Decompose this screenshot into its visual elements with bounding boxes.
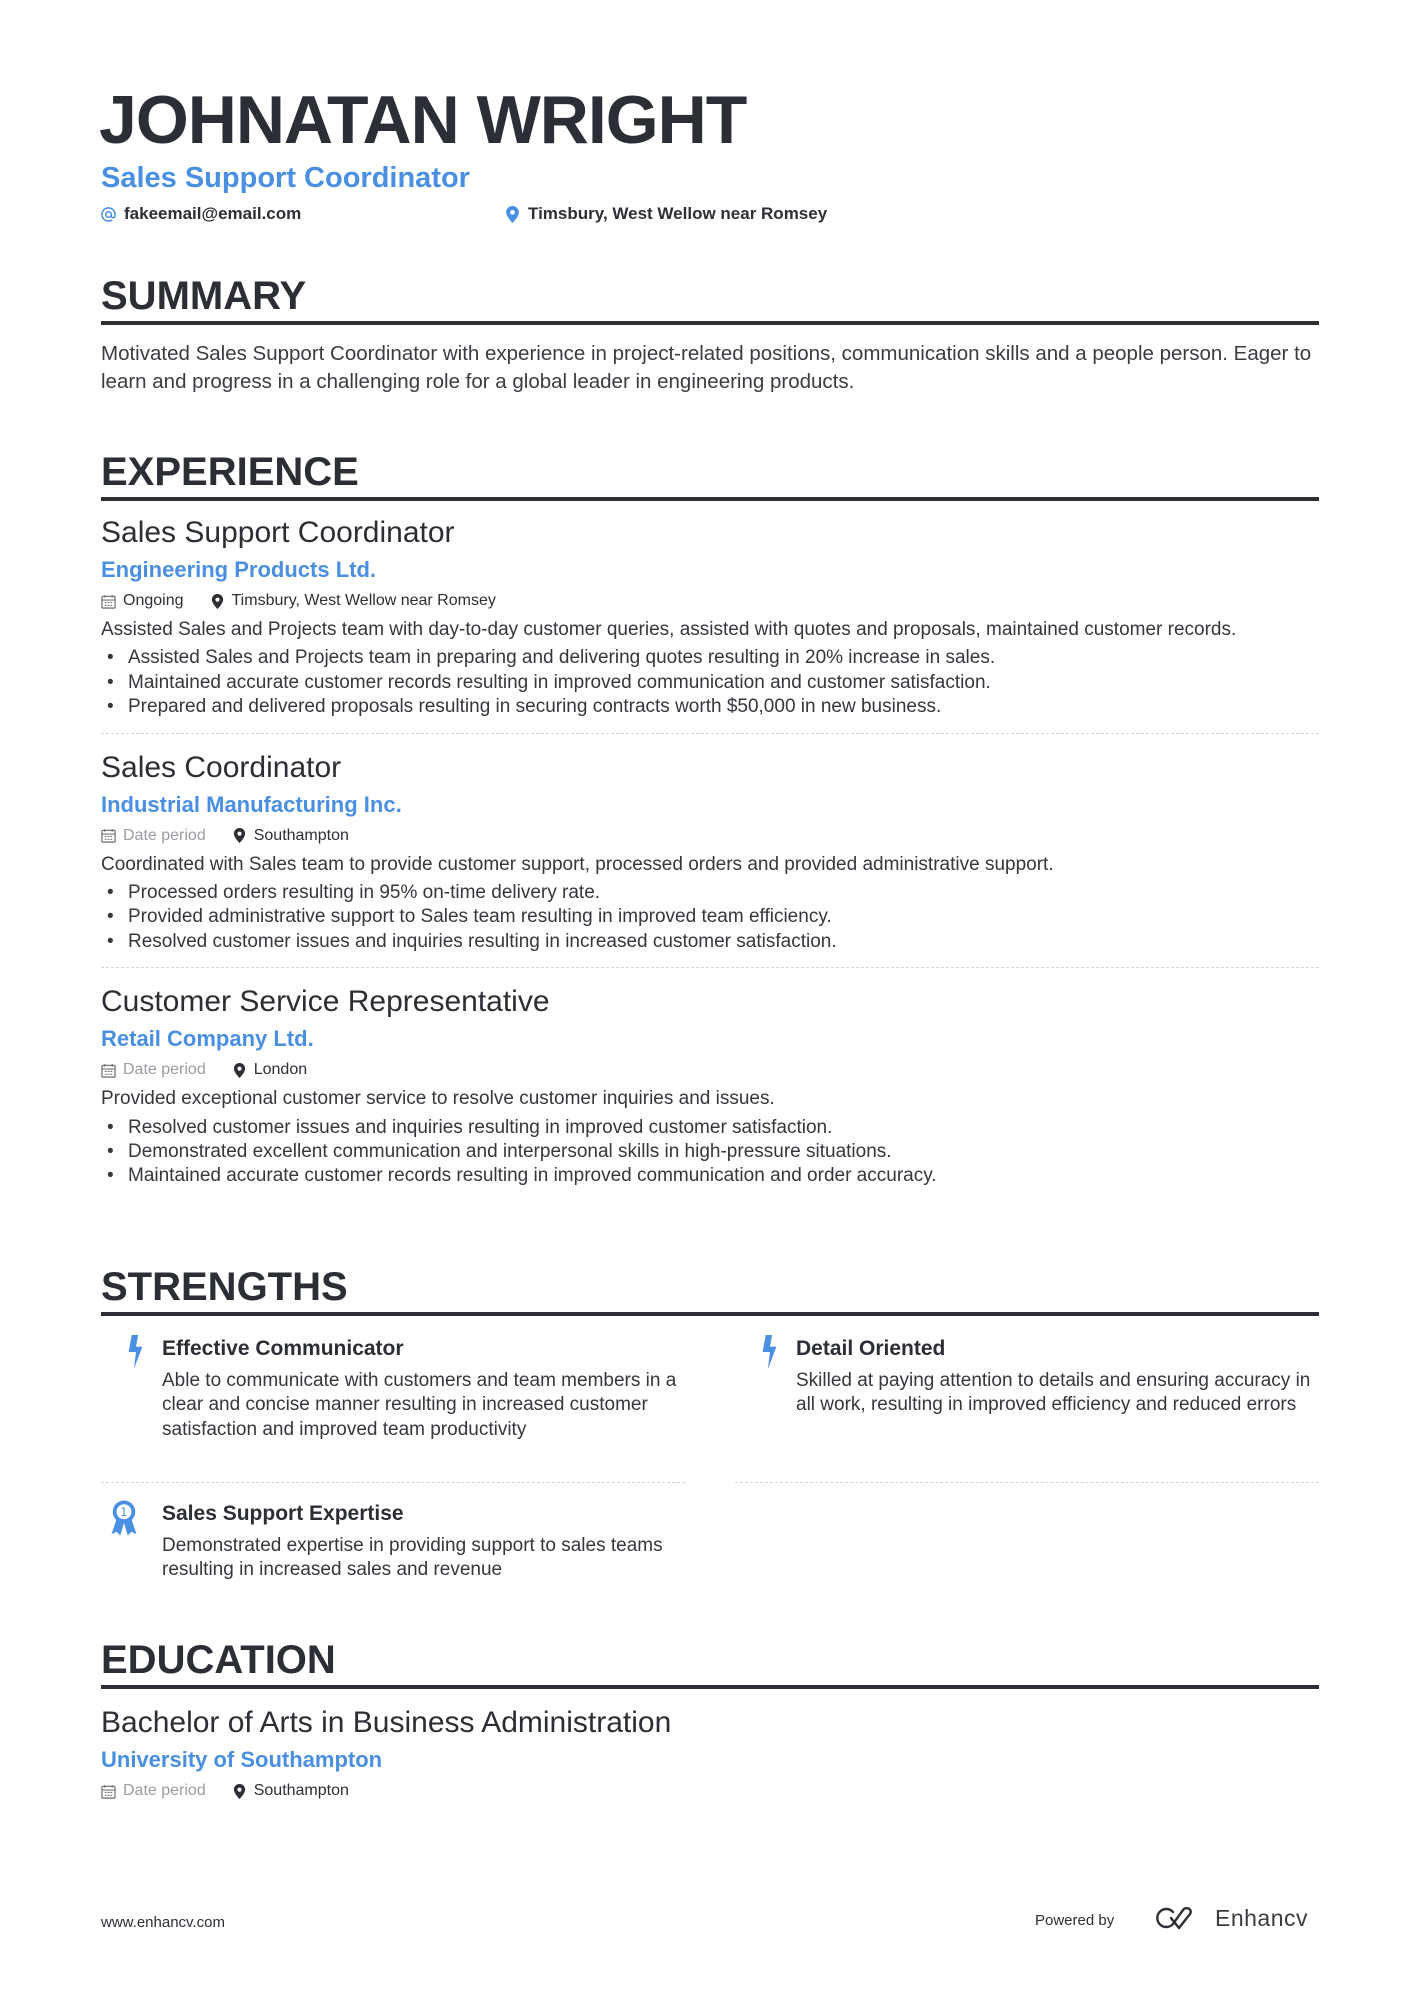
education-location: Southampton <box>253 1782 349 1799</box>
job-title: Customer Service Representative <box>101 985 550 1019</box>
summary-text: Motivated Sales Support Coordinator with experience in project-related positions, communication skills and a people person. Eager to learn and progress in a challenging role for a global leader in engineering products. <box>101 342 1312 393</box>
company-name: Retail Company Ltd. <box>101 1026 314 1052</box>
strength-description: Demonstrated expertise in providing support to sales teams resulting in increased sales and revenue <box>162 1535 663 1581</box>
calendar-icon <box>101 828 116 843</box>
strength-title: Sales Support Expertise <box>162 1502 404 1525</box>
experience-heading: EXPERIENCE <box>101 447 1319 501</box>
education-date: Date period <box>123 1782 206 1799</box>
contact-email[interactable] <box>101 202 301 226</box>
job-title: Sales Coordinator <box>101 750 342 784</box>
job-bullet: • Processed orders resulting in 95% on-time delivery rate. <box>101 881 1319 905</box>
candidate-name: JOHNATAN WRIGHT <box>99 82 747 158</box>
job-bullet: • Provided administrative support to Sales team resulting in improved team efficiency. <box>101 905 1319 929</box>
calendar-icon <box>101 1063 116 1078</box>
strengths-heading: STRENGTHS <box>101 1262 1319 1316</box>
job-bullet: • Maintained accurate customer records resulting in improved communication and customer satisfaction. <box>101 671 1319 695</box>
powered-by-label: Powered by <box>1035 1912 1115 1929</box>
location-pin-icon <box>232 1784 247 1799</box>
contact-location <box>505 202 827 226</box>
company-name: Engineering Products Ltd. <box>101 557 377 582</box>
job-location: Southampton <box>253 826 349 844</box>
job-bullet: • Maintained accurate customer records resulting in improved communication and order accuracy. <box>101 1164 1319 1188</box>
strength-item <box>735 1334 1319 1483</box>
award-ribbon-icon <box>109 1499 139 1537</box>
experience-item <box>101 983 1319 1189</box>
job-location: London <box>253 1061 308 1079</box>
experience-item <box>101 514 1319 734</box>
job-location: Timsbury, West Wellow near Romsey <box>231 592 496 609</box>
location-pin-icon <box>505 206 520 223</box>
job-description: Provided exceptional customer service to resolve customer inquiries and issues. <box>101 1088 775 1110</box>
summary-heading: SUMMARY <box>101 271 1319 325</box>
bolt-icon <box>757 1334 783 1370</box>
strength-description: Skilled at paying attention to details and ensuring accuracy in all work, resulting in improved efficiency and reduced errors <box>796 1370 1311 1416</box>
at-icon <box>101 206 116 223</box>
calendar-icon <box>101 594 116 609</box>
school-name: University of Southampton <box>101 1747 383 1772</box>
strength-item <box>101 1499 685 1583</box>
footer-website[interactable]: www.enhancv.com <box>101 1914 225 1931</box>
experience-item <box>101 749 1319 969</box>
location-pin-icon <box>210 594 225 609</box>
svg-text:1: 1 <box>120 1506 128 1520</box>
job-date: Ongoing <box>123 592 184 609</box>
job-title: Sales Support Coordinator <box>101 516 455 549</box>
job-bullet: • Resolved customer issues and inquiries resulting in improved customer satisfaction. <box>101 1116 1319 1140</box>
location-text: Timsbury, West Wellow near Romsey <box>528 204 828 223</box>
strength-title: Effective Communicator <box>162 1337 404 1360</box>
company-name: Industrial Manufacturing Inc. <box>101 791 402 817</box>
job-bullet: • Demonstrated excellent communication and interpersonal skills in high-pressure situations. <box>101 1140 1319 1164</box>
education-heading: EDUCATION <box>101 1635 1319 1689</box>
job-description: Coordinated with Sales team to provide customer support, processed orders and provided administrative support. <box>101 853 1054 875</box>
location-pin-icon <box>232 828 247 843</box>
email-text: fakeemail@email.com <box>124 204 302 223</box>
enhancv-logo-icon <box>1153 1904 1201 1932</box>
enhancv-brand-text: Enhancv <box>1215 1904 1309 1931</box>
job-bullet: • Assisted Sales and Projects team in preparing and delivering quotes resulting in 20% increase in sales. <box>101 646 1319 670</box>
bolt-icon <box>123 1334 149 1370</box>
strength-item <box>101 1334 685 1483</box>
location-pin-icon <box>232 1063 247 1078</box>
experience-list <box>101 514 1319 1189</box>
job-description: Assisted Sales and Projects team with day-to-day customer queries, assisted with quotes and proposals, maintained customer records. <box>101 619 1237 640</box>
calendar-icon <box>101 1784 116 1799</box>
strength-title: Detail Oriented <box>796 1337 946 1360</box>
job-bullet: • Resolved customer issues and inquiries resulting in increased customer satisfaction. <box>101 930 1319 954</box>
degree-title: Bachelor of Arts in Business Administration <box>101 1706 672 1739</box>
strength-description: Able to communicate with customers and team members in a clear and concise manner resulting in increased customer satisfaction and improved team productivity <box>162 1370 677 1440</box>
job-date: Date period <box>123 1061 206 1079</box>
job-bullet: • Prepared and delivered proposals resulting in securing contracts worth $50,000 in new business. <box>101 695 1319 719</box>
education-item <box>101 1704 1319 1804</box>
job-date: Date period <box>123 826 206 844</box>
candidate-title: Sales Support Coordinator <box>101 162 470 194</box>
enhancv-logo[interactable] <box>1153 1904 1308 1932</box>
